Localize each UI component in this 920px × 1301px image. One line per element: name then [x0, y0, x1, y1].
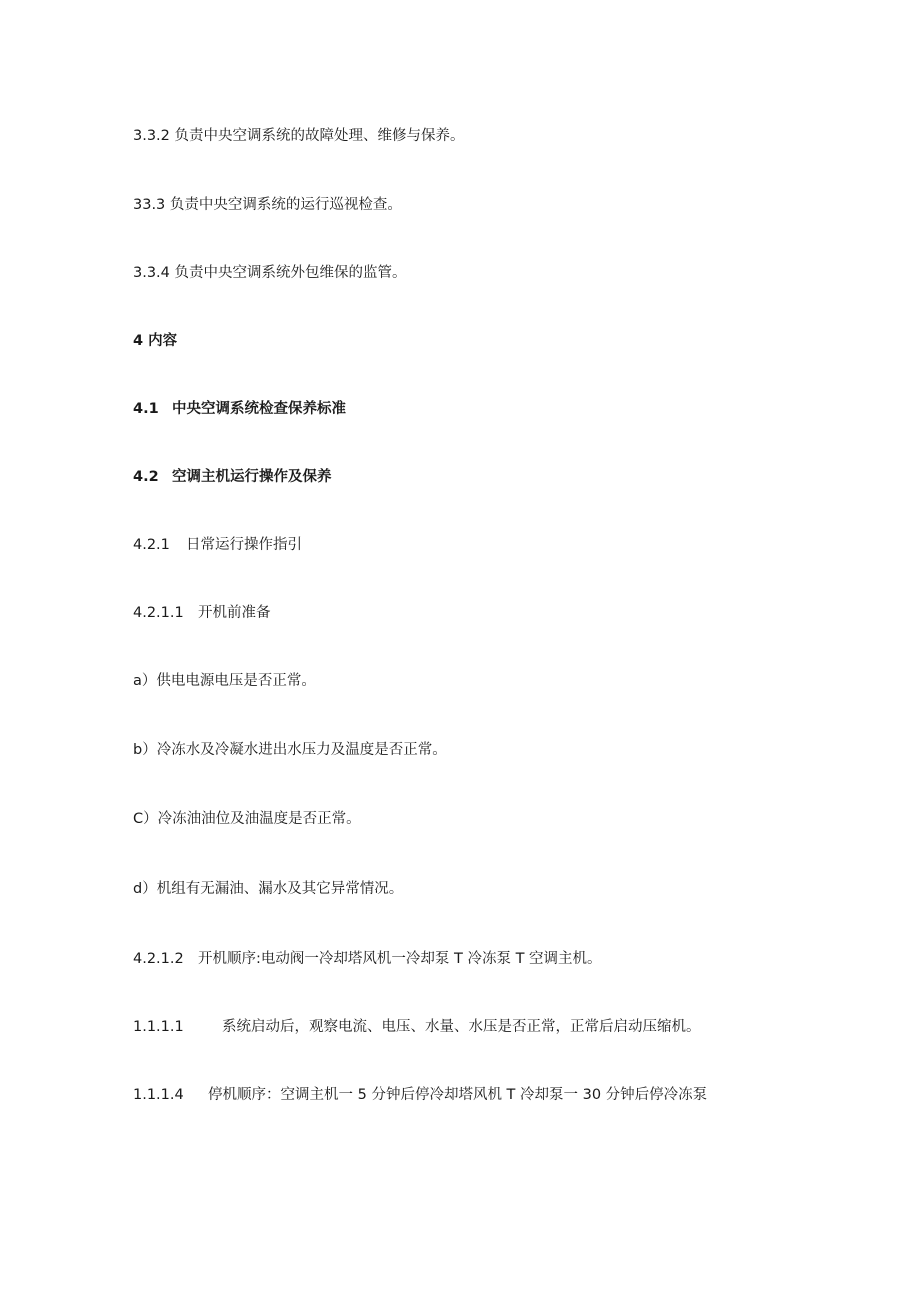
list-item-a: a）供电电源电压是否正常。: [133, 673, 316, 689]
section-number: 1.1.1.1: [133, 1019, 184, 1035]
subsection-1-1-1-4: [133, 1085, 707, 1105]
subsection-1-1-1-1: [133, 1017, 701, 1037]
section-title: 开机前准备: [198, 605, 271, 621]
subsection-4-2-1: [133, 535, 302, 555]
section-number: 4.1: [133, 401, 159, 417]
section-number: 4.2: [133, 469, 159, 485]
section-title: 日常运行操作指引: [186, 537, 302, 553]
paragraph-3-3-3: 33.3 负责中央空调系统的运行巡视检查。: [133, 197, 402, 213]
section-title: 中央空调系统检查保养标准: [172, 401, 346, 417]
section-number: 4.2.1.2: [133, 951, 184, 967]
list-item-b: b）冷冻水及冷凝水进出水压力及温度是否正常。: [133, 742, 447, 758]
subsection-4-2-1-1: [133, 603, 271, 623]
section-heading-4-1: [133, 399, 346, 419]
paragraph-3-3-2: 3.3.2 负责中央空调系统的故障处理、维修与保养。: [133, 128, 465, 144]
section-heading-4: 4 内容: [133, 333, 178, 349]
section-text: 开机顺序:电动阀一冷却塔风机一冷却泵 T 冷冻泵 T 空调主机。: [198, 951, 602, 967]
section-title: 空调主机运行操作及保养: [172, 469, 332, 485]
section-text: 系统启动后，观察电流、电压、水量、水压是否正常，正常后启动压缩机。: [222, 1019, 701, 1035]
paragraph-3-3-4: 3.3.4 负责中央空调系统外包维保的监管。: [133, 265, 407, 281]
section-number: 1.1.1.4: [133, 1087, 184, 1103]
list-item-d: d）机组有无漏油、漏水及其它异常情况。: [133, 881, 404, 897]
list-item-c: C）冷冻油油位及油温度是否正常。: [133, 811, 361, 827]
section-text: 停机顺序：空调主机一 5 分钟后停冷却塔风机 T 冷却泵一 30 分钟后停冷冻泵: [208, 1087, 708, 1103]
section-number: 4.2.1: [133, 537, 170, 553]
section-heading-4-2: [133, 467, 332, 487]
section-number: 4.2.1.1: [133, 605, 184, 621]
subsection-4-2-1-2: [133, 949, 602, 969]
